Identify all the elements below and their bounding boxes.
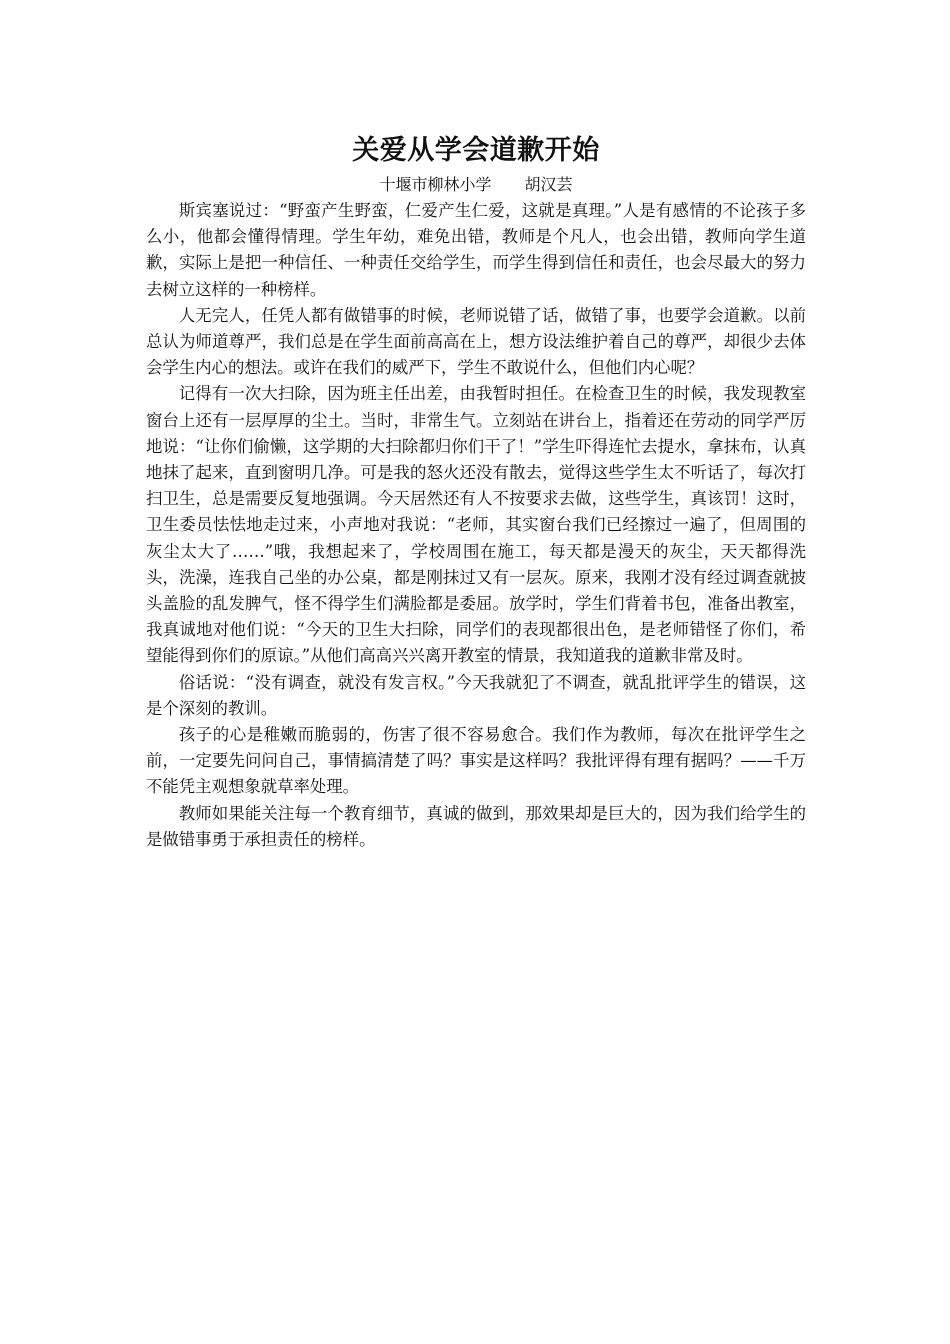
article-title: 关爱从学会道歉开始 (352, 135, 600, 166)
paragraph-6: 教师如果能关注每一个教育细节，真诚的做到，那效果却是巨大的，因为我们给学生的是做错事勇于承担责任的榜样。 (146, 803, 806, 849)
paragraph-3: 记得有一次大扫除，因为班主任出差，由我暂时担任。在检查卫生的时候，我发现教室窗台上还有一层厚厚的尘土。当时，非常生气。立刻站在讲台上，指着还在劳动的同学严厉地说：“让你们偷懒，这学期的大扫除都归你们干了！”学生吓得连忙去提水，拿抹布，认真地抹了起来，直到窗明几净。可是我的怒火还没有散去，觉得这些学生太不听话了，每次打扫卫生，总是需要反复地强调。今天居然还有人不按要求去做，这些学生，真该罚！这时，卫生委员怯怯地走过来，小声地对我说：“老师，其实窗台我们已经擦过一遍了，但周围的灰尘太大了……”哦，我想起来了，学校周围在施工，每天都是漫天的灰尘，天天都得洗头，洗澡，连我自己坐的办公桌，都是刚抹过又有一层灰。原来，我刚才没有经过调查就披头盖脸的乱发脾气，怪不得学生们满脸都是委屈。放学时，学生们背着书包，准备出教室，我真诚地对他们说：“今天的卫生大扫除，同学们的表现都很出色，是老师错怪了你们，希望能得到你们的原谅。”从他们高高兴兴离开教室的情景，我知道我的道歉非常及时。 (146, 384, 806, 666)
paragraph-1: 斯宾塞说过：“野蛮产生野蛮，仁爱产生仁爱，这就是真理。”人是有感情的不论孩子多么小，他都会懂得情理。学生年幼，难免出错，教师是个凡人，也会出错，教师向学生道歉，实际上是把一种信任、一种责任交给学生，而学生得到信任和责任，也会尽最大的努力去树立这样的一种榜样。 (146, 201, 806, 299)
paragraph-2: 人无完人，任凭人都有做错事的时候，老师说错了话，做错了事，也要学会道歉。以前总认为师道尊严，我们总是在学生面前高高在上，想方设法维护着自己的尊严，却很少去体会学生内心的想法。或许在我们的威严下，学生不敢说什么，但他们内心呢？ (146, 305, 806, 378)
paragraph-4: 俗话说：“没有调查，就没有发言权。”今天我就犯了不调查，就乱批评学生的错误，这是个深刻的教训。 (146, 672, 806, 718)
byline (146, 172, 806, 198)
paragraph-5: 孩子的心是稚嫩而脆弱的，伤害了很不容易愈合。我们作为教师，每次在批评学生之前，一定要先问问自己，事情搞清楚了吗？事实是这样吗？我批评得有理有据吗？——千万不能凭主观想象就草率处理。 (146, 725, 806, 797)
school-name: 十堰市柳林小学 (379, 175, 492, 194)
article (146, 130, 806, 853)
author-name: 胡汉芸 (524, 175, 573, 194)
